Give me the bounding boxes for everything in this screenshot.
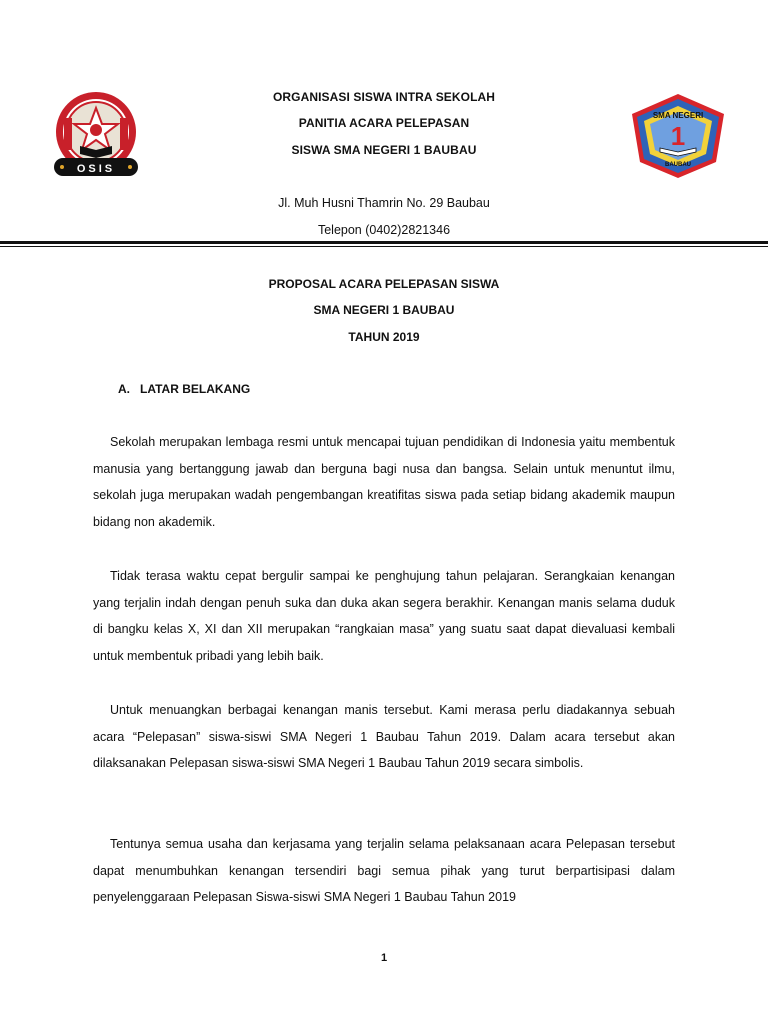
proposal-school: SMA NEGERI 1 BAUBAU (313, 303, 455, 317)
page-number: 1 (380, 952, 388, 964)
proposal-title: PROPOSAL ACARA PELEPASAN SISWA (268, 277, 500, 291)
sma-logo-bottom-text: BAUBAU (665, 162, 691, 168)
section-title: LATAR BELAKANG (140, 382, 251, 396)
org-name: ORGANISASI SISWA INTRA SEKOLAH (272, 90, 496, 104)
section-heading (118, 382, 250, 396)
sma-negeri-logo (630, 92, 726, 180)
letterhead-divider-thin (0, 246, 768, 247)
osis-logo-text: OSIS (76, 163, 116, 175)
proposal-year: TAHUN 2019 (348, 330, 420, 344)
paragraph: Tentunya semua usaha dan kerjasama yang terjalin selama pelaksanaan acara Pelepasan tersebut dapat menumbuhkan kenangan tersendiri bagi semua pihak yang turut berpartisipasi dalam penyelenggaraan Pelepasan Siswa-siswi SMA Negeri 1 Baubau Tahun 2019 (93, 837, 675, 905)
school-name: SISWA SMA NEGERI 1 BAUBAU (291, 143, 477, 157)
paragraph: Sekolah merupakan lembaga resmi untuk mencapai tujuan pendidikan di Indonesia yaitu membentuk manusia yang bertanggung jawab dan berguna bagi nusa dan bangsa. Selain untuk menuntut ilmu, sekolah juga merupakan wadah pengembangan kreatifitas siswa pada setiap bidang akademik maupun bidang non akademik. (93, 435, 675, 530)
section-letter: A. (118, 382, 130, 396)
paragraph: Untuk menuangkan berbagai kenangan manis tersebut. Kami merasa perlu diadakannya sebuah acara “Pelepasan” siswa-siswi SMA Negeri 1 Baubau Tahun 2019. Dalam acara tersebut akan dilaksanakan Pelepasan siswa-siswi SMA Negeri 1 Baubau Tahun 2019 secara simbolis. (93, 703, 675, 771)
committee-name: PANITIA ACARA PELEPASAN (298, 116, 470, 130)
sma-logo-number: 1 (670, 121, 686, 151)
letterhead-divider-thick (0, 241, 768, 244)
school-address: Jl. Muh Husni Thamrin No. 29 Baubau (278, 196, 490, 210)
sma-logo-top-text: SMA NEGERI (652, 111, 704, 120)
school-phone: Telepon (0402)2821346 (317, 223, 451, 237)
paragraph: Tidak terasa waktu cepat bergulir sampai ke penghujung tahun pelajaran. Serangkaian kenangan yang terjalin indah dengan penuh suka dan duka akan segera berakhir. Kenangan manis selama duduk di bangku kelas X, XI dan XII merupakan “rangkaian masa” yang suatu saat dapat dievaluasi kembali untuk membentuk pribadi yang lebih baik. (93, 569, 675, 664)
